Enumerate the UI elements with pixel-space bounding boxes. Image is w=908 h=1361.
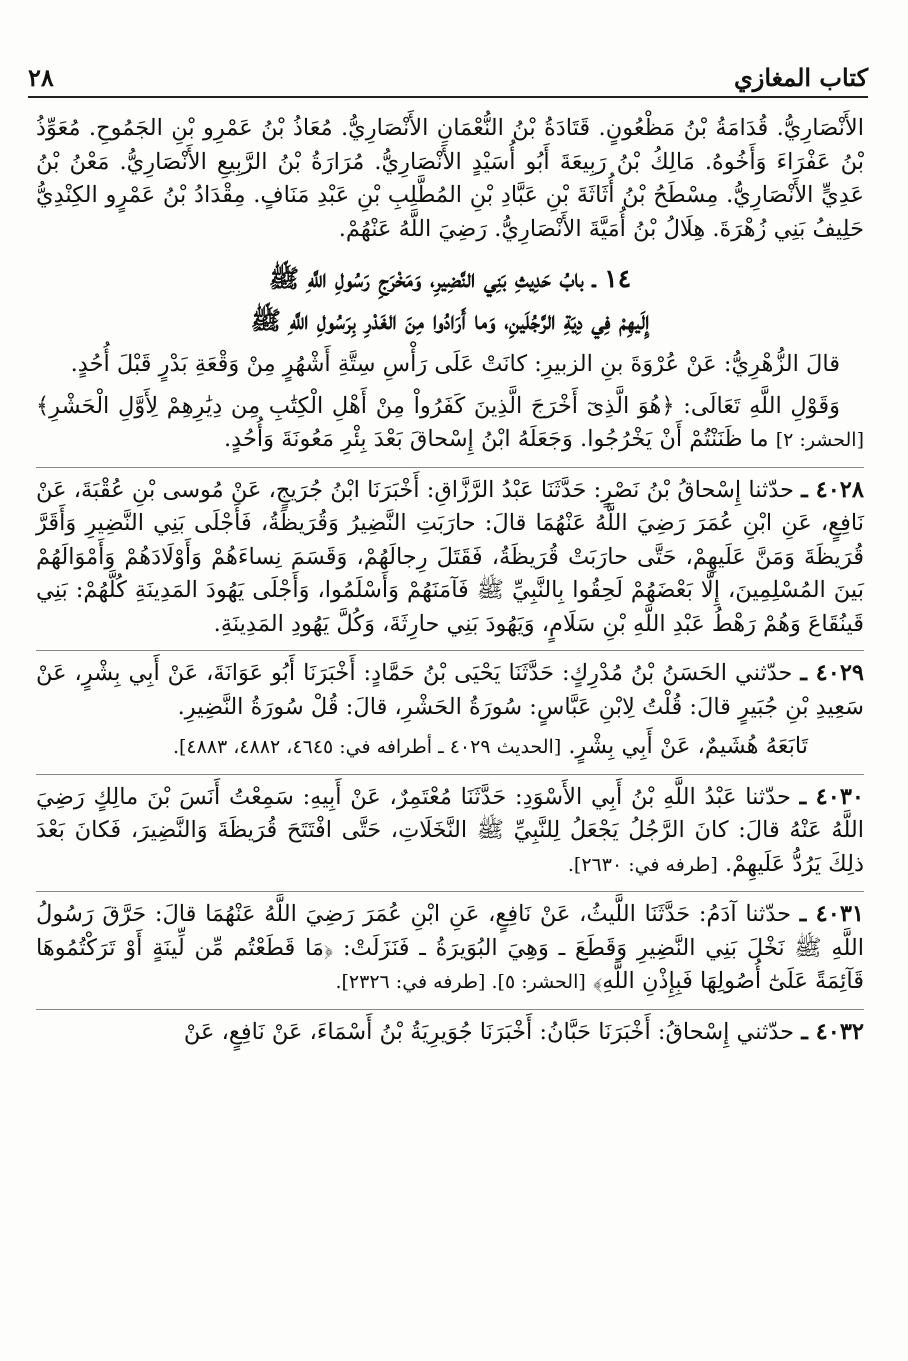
- chapter-heading-line-1: ١٤ ـ بابُ حَدِيثِ بَنِي النَّضِيرِ، وَمَخْرَجِ رَسُولِ اللَّهِ ﷺ: [268, 264, 632, 293]
- quran-verse: وَقَوْلِ اللَّهِ تَعَالَى: ﴿هُوَ الَّذِىٓ أَخْرَجَ الَّذِينَ كَفَرُواْ مِنْ أَهْلِ الْكِتَٰبِ مِن دِيَٰرِهِمْ لِأَوَّلِ الْحَشْرِ﴾: [36, 392, 840, 419]
- hadith-4030: [36, 774, 864, 883]
- running-title: كتاب المغازي: [733, 63, 868, 92]
- page-number: ٢٨: [28, 63, 54, 92]
- quran-remark: ما ظَنَنْتُمْ أَنْ يَخْرُجُوا. وَجَعَلَهُ ابْنُ إِسْحاقَ بَعْدَ بِئْرِ مَعُونَةَ وَأُحُدٍ.: [224, 426, 769, 452]
- zuhri-paragraph: قالَ الزُّهْرِيُّ: عَنْ عُرْوَةَ بنِ الزبيرِ: كانَتْ عَلَى رَأْسِ سِتَّةِ أَشْهُرٍ مِنْ وَقْعَةِ بَدْرٍ قَبْلَ أُحُدٍ.: [70, 351, 840, 377]
- hadith-number: ٤٠٢٨ ـ: [801, 476, 864, 503]
- chapter-heading: [36, 260, 864, 340]
- chapter-heading-line-2: إِلَيهِمْ فِي دِيَةِ الرَّجُلَينِ، وَما أَرَادُوا مِنَ الغَدْرِ بِرَسُولِ اللَّهِ ﷺ: [250, 306, 650, 335]
- hadith-4029-note: [36, 730, 864, 765]
- hadith-4029: [36, 650, 864, 724]
- hadith-number: ٤٠٣١ ـ: [799, 901, 864, 927]
- hadith-4032: [36, 1009, 864, 1050]
- page-header: [28, 52, 868, 98]
- hadith-4028: [36, 467, 864, 642]
- note-text: تَابَعَهُ هُشَيمٌ، عَنْ أَبِي بِشْرٍ.: [568, 733, 808, 759]
- hadith-4031: [36, 891, 864, 1000]
- hadith-reference: [الحشر: ٥]. [طرفه في: ٢٣٢٦].: [335, 971, 586, 993]
- note-reference: [الحديث ٤٠٢٩ ـ أطرافه في: ٤٦٤٥، ٤٨٨٢، ٤٨٨٣].: [172, 736, 562, 758]
- hadith-number: ٤٠٣٠ ـ: [799, 783, 864, 810]
- hadith-number: ٤٠٢٩ ـ: [800, 660, 864, 686]
- quran-paragraph: [36, 390, 864, 458]
- hadith-number: ٤٠٣٢ ـ: [801, 1018, 864, 1045]
- hadith-text: حدّثنا عَبْدُ اللَّهِ بْنُ أَبِي الأَسْوَدِ: حَدَّثَنَا مُعْتَمِرٌ، عَنْ أَبِيهِ: سَمِعْتُ أَنَسَ بْنَ مالِكٍ رَضِيَ اللَّهُ عَنْهُ قالَ: كانَ الرَّجُلُ يَجْعَلُ لِلنَّبِيِّ ﷺ النَّخَلَاتِ، حَتَّى افْتَتَحَ قُرَيظَةَ وَالنَّضِيرَ، فَكانَ بَعْدَ ذلِكَ يَرُدُّ عَلَيهِمْ.: [36, 783, 864, 877]
- hadith-reference: [طرفه في: ٢٦٣٠].: [567, 853, 718, 876]
- hadith-text: حدّثنا آدَمُ: حَدَّثَنَا اللَّيثُ، عَنْ نَافِعٍ، عَنِ ابْنِ عُمَرَ رَضِيَ اللَّهُ عَنْهُمَا قالَ: حَرَّقَ رَسُولُ اللَّهِ ﷺ نَخْلَ بَنِي النَّضِيرِ وَقَطَعَ ـ وَهِيَ البُوَيرَةُ ـ فَنَزَلَتْ: ﴿مَا قَطَعْتُم مِّن لِّينَةٍ أَوْ تَرَكْتُمُوهَا قَآئِمَةً عَلَىٰٓ أُصُولِهَا فَبِإِذْنِ اللَّهِ﴾: [36, 901, 864, 994]
- quran-reference: [الحشر: ٢]: [775, 429, 864, 451]
- names-paragraph: الأَنْصَارِيُّ. قُدَامَةُ بْنُ مَظْعُونٍ. قَتَادَةُ بْنُ النُّعْمَانِ الأَنْصَارِيُّ. مُعَاذُ بْنُ عَمْرِو بْنِ الجَمُوحِ. مُعَوِّذُ بْنُ عَفْرَاءَ وَأَخُوهُ. مَالِكُ بْنُ رَبِيعَةَ أَبُو أُسَيْدٍ الأَنْصَارِيُّ. مُرَارَةُ بْنُ الرَّبِيعِ الأَنْصَارِيُّ. مَعْنُ بْنُ عَدِيٍّ الأَنْصَارِيُّ. مِسْطَحُ بْنُ أُثَاثَةَ بْنِ عَبَّادِ بْنِ المُطَّلِبِ بْنِ عَبْدِ مَنَافٍ. مِقْدَادُ بْنُ عَمْرٍو الكِنْدِيُّ حَلِيفُ بَنِي زُهْرَةَ. هِلَالُ بْنُ أُمَيَّةَ الأَنْصَارِيُّ. رَضِيَ اللَّهُ عَنْهُمْ.: [36, 115, 864, 242]
- hadith-text: حدّثنا إِسْحاقُ بْنُ نَصْرٍ: حَدَّثَنَا عَبْدُ الرَّزَّاقِ: أَخْبَرَنَا ابْنُ جُرَيجٍ، عَنْ مُوسى بْنِ عُقْبَةَ، عَنْ نَافِعٍ، عَنِ ابْنِ عُمَرَ رَضِيَ اللَّهُ عَنْهُمَا قالَ: حارَبَتِ النَّضِيرُ وَقُرَيظَةُ، فَأَجْلَى بَنِي النَّضِيرِ وَأَقَرَّ قُرَيظَةَ وَمَنَّ عَلَيهِمْ، حَتَّى حارَبَتْ قُرَيظَةُ، فَقَتَلَ رِجالَهُمْ، وَقَسَمَ نِساءَهُمْ وَأَوْلَادَهُمْ وَأَمْوَالَهُمْ بَينَ المُسْلِمِينَ، إِلَّا بَعْضَهُمْ لَحِقُوا بِالنَّبِيِّ ﷺ فَآمَنَهُمْ وَأَسْلَمُوا، وَأَجْلَى يَهُودَ المَدِينَةِ كُلَّهُمْ: بَنِي قَينُقَاعَ وَهُمْ رَهْطُ عَبْدِ اللَّهِ بْنِ سَلَامٍ، وَيَهُودَ بَنِي حارِثَةَ، وَكُلَّ يَهُودِ المَدِينَةِ.: [36, 476, 864, 637]
- page-body: [36, 112, 864, 1049]
- hadith-text: حدّثني إِسْحاقُ: أَخْبَرَنَا حَبَّانُ: أَخْبَرَنَا جُوَيرِيَةُ بْنُ أَسْمَاءَ، عَنْ نَافِعٍ، عَنْ: [183, 1018, 795, 1045]
- hadith-text: حدّثني الحَسَنُ بْنُ مُدْرِكٍ: حَدَّثَنَا يَحْيَى بْنُ حَمَّادٍ: أَخْبَرَنَا أَبُو عَوَانَةَ، عَنْ أَبِي بِشْرٍ، عَنْ سَعِيدِ بْنِ جُبَيرٍ قالَ: قُلْتُ لِابْنِ عَبَّاسٍ: سُورَةُ الحَشْرِ، قالَ: قُلْ سُورَةُ النَّضِيرِ.: [36, 660, 864, 720]
